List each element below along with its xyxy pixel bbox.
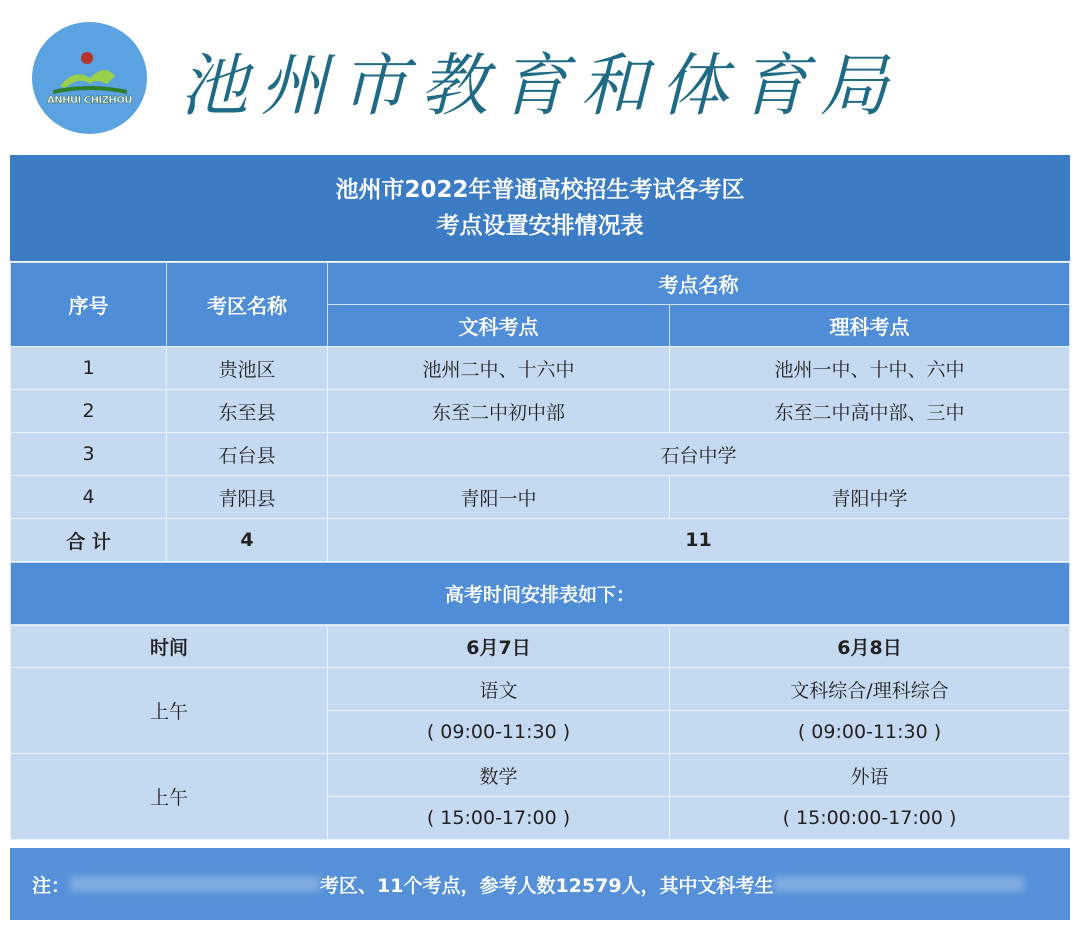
header-sites: 考点名称 — [327, 262, 1070, 305]
footer-visible-text: 考区、11个考点，参考人数12579人，其中文科考生 — [320, 874, 774, 897]
slot-day2-subject: 文科综合/理科综合 — [669, 667, 1070, 711]
schedule-header-day2: 6月8日 — [669, 625, 1070, 668]
schedule-header-day1: 6月7日 — [327, 625, 670, 668]
slot-day1-time: ( 09:00-11:30 ) — [327, 710, 670, 754]
schedule-title: 高考时间安排表如下： — [10, 562, 1070, 625]
slot-day2-time: ( 09:00-11:30 ) — [669, 710, 1070, 754]
header-index: 序号 — [10, 262, 167, 347]
row-arts: 池州二中、十六中 — [327, 346, 670, 390]
footer-prefix: 注： — [32, 874, 71, 897]
row-merged-site: 石台中学 — [327, 432, 1070, 476]
slot-day2-subject: 外语 — [669, 753, 1070, 797]
row-district: 石台县 — [166, 432, 328, 476]
slot-day1-time: ( 15:00-17:00 ) — [327, 796, 670, 840]
total-label: 合 计 — [10, 518, 167, 562]
table-title — [10, 155, 1070, 261]
row-science: 池州一中、十中、六中 — [669, 346, 1070, 390]
row-district: 青阳县 — [166, 475, 328, 519]
brand-title: 池州市教育和体育局 — [180, 46, 901, 126]
row-district: 贵池区 — [166, 346, 328, 390]
logo-text: ANHUI CHIZHOU — [47, 95, 132, 106]
schedule-header-time: 时间 — [10, 625, 328, 668]
footer-gap — [300, 920, 780, 933]
slot-day2-time: ( 15:00:00-17:00 ) — [669, 796, 1070, 840]
slot-day1-subject: 数学 — [327, 753, 670, 797]
row-index: 1 — [10, 346, 167, 390]
blurred-text — [774, 877, 1024, 891]
header-arts: 文科考点 — [327, 304, 670, 347]
row-district: 东至县 — [166, 389, 328, 433]
header-science: 理科考点 — [669, 304, 1070, 347]
row-arts: 青阳一中 — [327, 475, 670, 519]
slot-day1-subject: 语文 — [327, 667, 670, 711]
row-index: 3 — [10, 432, 167, 476]
row-arts: 东至二中初中部 — [327, 389, 670, 433]
footer-note — [10, 848, 1070, 920]
total-districts: 4 — [166, 518, 328, 562]
row-science: 东至二中高中部、三中 — [669, 389, 1070, 433]
row-science: 青阳中学 — [669, 475, 1070, 519]
slot-period: 上午 — [10, 667, 328, 754]
total-sites: 11 — [327, 518, 1070, 562]
header-district: 考区名称 — [166, 262, 328, 347]
title-line-1: 池州市2022年普通高校招生考试各考区 — [335, 177, 745, 203]
row-index: 2 — [10, 389, 167, 433]
title-line-2: 考点设置安排情况表 — [436, 213, 644, 239]
row-index: 4 — [10, 475, 167, 519]
blurred-text — [70, 877, 320, 891]
slot-period: 上午 — [10, 753, 328, 840]
logo — [32, 22, 147, 134]
